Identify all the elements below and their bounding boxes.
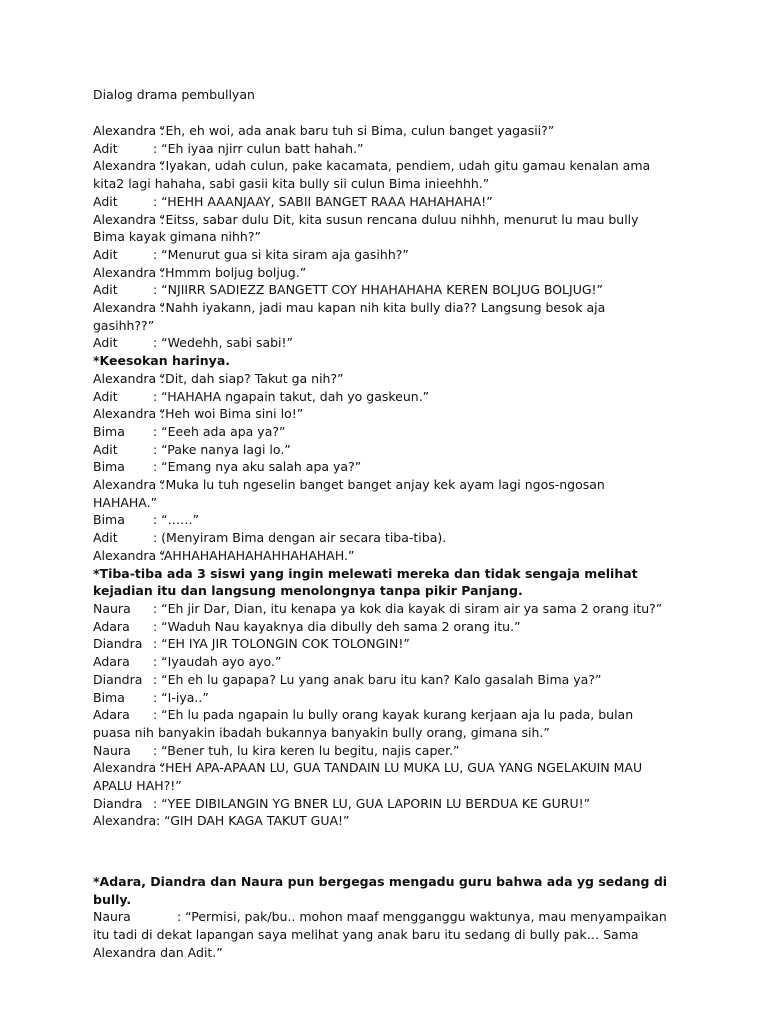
dialogue-text: “Dit, dah siap? Takut ga nih?” [159, 370, 344, 386]
speaker-name: Alexandra : [93, 370, 165, 386]
speaker-name: Adit [93, 335, 118, 351]
dialogue-line [93, 140, 668, 158]
stage-direction [93, 565, 668, 600]
speaker-name: Diandra [93, 671, 143, 687]
stage-direction-text: *Adara, Diandra dan Naura pun bergegas mengadu guru bahwa ada yg sedang di bully. [93, 874, 668, 907]
speaker-name: Adara [93, 618, 130, 634]
speaker-name: Alexandra : [93, 264, 165, 280]
dialogue-line [93, 281, 668, 299]
dialogue-line [93, 157, 668, 192]
speaker-name: Adit [93, 530, 118, 546]
dialogue-text: : “Eeeh ada apa ya?” [153, 423, 286, 439]
dialogue-line [93, 671, 668, 689]
dialogue-line [93, 423, 668, 441]
dialogue-text: : (Menyiram Bima dengan air secara tiba-tiba). [153, 530, 447, 546]
stage-direction [93, 873, 668, 908]
dialogue-text: : “Waduh Nau kayaknya dia dibully deh sama 2 orang itu.” [153, 618, 521, 634]
dialogue-line [93, 812, 668, 830]
speaker-name: Alexandra : [93, 760, 165, 776]
dialogue-line [93, 759, 668, 794]
dialogue-line [93, 370, 668, 388]
dialogue-line [93, 635, 668, 653]
dialogue-text: : “EH IYA JIR TOLONGIN COK TOLONGIN!” [153, 636, 410, 652]
dialogue-text: : “Iyaudah ayo ayo.” [153, 654, 282, 670]
dialogue-text: : “……” [153, 512, 200, 528]
dialogue-text: : “YEE DIBILANGIN YG BNER LU, GUA LAPORIN LU BERDUA KE GURU!” [153, 795, 591, 811]
dialogue-text: “Hmmm boljug boljug.” [159, 264, 307, 280]
dialogue-line [93, 246, 668, 264]
dialogue-line [93, 618, 668, 636]
dialogue-line [93, 653, 668, 671]
dialogue-text: : “Eh iyaa njirr culun batt hahah.” [153, 140, 364, 156]
speaker-name: Alexandra : [93, 158, 165, 174]
speaker-name: Alexandra : [93, 547, 165, 563]
speaker-name: Adit [93, 441, 118, 457]
dialogue-line [93, 211, 668, 246]
dialogue-text: “Eitss, sabar dulu Dit, kita susun rencana duluu nihhh, menurut lu mau bully Bima kayak gimana nihh?” [93, 211, 639, 245]
speaker-name: Naura [93, 600, 131, 616]
dialogue-text: “Eh, eh woi, ada anak baru tuh si Bima, culun banget yagasii?” [159, 123, 555, 138]
dialogue-text: : “GIH DAH KAGA TAKUT GUA!” [156, 813, 350, 829]
speaker-name: Adit [93, 282, 118, 298]
dialogue-text: : “NJIIRR SADIEZZ BANGETT COY HHAHAHAHA KEREN BOLJUG BOLJUG!” [153, 282, 604, 298]
speaker-name: Bima [93, 459, 125, 475]
dialogue-line [93, 706, 668, 741]
dialogue-line [93, 458, 668, 476]
speaker-name: Adit [93, 193, 118, 209]
speaker-name: Adit [93, 246, 118, 262]
dialogue-text: : “I-iya..” [153, 689, 209, 705]
dialogue-line [93, 388, 668, 406]
dialogue-line [93, 689, 668, 707]
dialogue-line [93, 299, 668, 334]
dialogue-text: “Nahh iyakann, jadi mau kapan nih kita bully dia?? Langsung besok aja gasihh??” [93, 300, 606, 333]
dialogue-text: “Muka lu tuh ngeselin banget banget anjay kek ayam lagi ngos-ngosan HAHAHA.” [93, 477, 605, 510]
dialogue-text: “HEH APA-APAAN LU, GUA TANDAIN LU MUKA LU, GUA YANG NGELAKUIN MAU APALU HAH?!” [93, 760, 643, 794]
dialogue-line [93, 742, 668, 760]
dialogue-line [93, 908, 668, 961]
stage-direction-text: *Tiba-tiba ada 3 siswi yang ingin melewati mereka dan tidak sengaja melihat kejadian itu dan langsung menolongnya tanpa pikir Panjang. [93, 565, 638, 599]
speaker-name: Alexandra : [93, 477, 165, 493]
dialogue-text: “Heh woi Bima sini lo!” [159, 406, 304, 422]
dialogue-text: : “Bener tuh, lu kira keren lu begitu, najis caper.” [153, 742, 460, 758]
dialogue-line [93, 264, 668, 282]
stage-direction-text: *Keesokan harinya. [93, 353, 230, 369]
speaker-name: Adara [93, 707, 130, 723]
dialogue-text: “Iyakan, udah culun, pake kacamata, pendiem, udah gitu gamau kenalan ama kita2 lagi hahaha, sabi gasii kita bully sii culun Bima inieehhh.” [93, 158, 651, 192]
speaker-name: Adit [93, 388, 118, 404]
speaker-name: Alexandra : [93, 300, 165, 316]
dialogue-line [93, 122, 668, 140]
dialogue-line [93, 193, 668, 211]
document-title: Dialog drama pembullyan [93, 87, 255, 102]
speaker-name: Bima [93, 512, 125, 528]
speaker-name: Diandra [93, 636, 143, 652]
dialogue-text: : “HEHH AAANJAAY, SABII BANGET RAAA HAHAHAHA!” [153, 193, 493, 209]
speaker-name: Diandra [93, 795, 143, 811]
speaker-name: Alexandra : [93, 123, 165, 138]
dialogue-line [93, 795, 668, 813]
dialogue-text: : “Pake nanya lagi lo.” [153, 441, 291, 457]
dialogue-text: : “Eh jir Dar, Dian, itu kenapa ya kok dia kayak di siram air ya sama 2 orang itu?” [153, 600, 663, 616]
dialogue-line [93, 476, 668, 511]
speaker-name: Alexandra : [93, 211, 165, 227]
speaker-name: Bima [93, 423, 125, 439]
speaker-name: Alexandra [93, 813, 157, 829]
speaker-name: Alexandra : [93, 406, 165, 422]
speaker-name: Naura [93, 742, 131, 758]
dialogue-text: “AHHAHAHAHAHAHHAHAHAH.” [159, 547, 355, 563]
dialogue-line [93, 529, 668, 547]
speaker-name: Bima [93, 689, 125, 705]
dialogue-line [93, 405, 668, 423]
dialogue-text: : “Menurut gua si kita siram aja gasihh?” [153, 246, 409, 262]
dialogue-line [93, 511, 668, 529]
dialogue-line [93, 600, 668, 618]
dialogue-text: : “Eh lu pada ngapain lu bully orang kayak kurang kerjaan aja lu pada, bulan puasa nih banyakin ibadah bukannya banyakin bully orang, gimana sih.” [93, 707, 634, 740]
stage-direction [93, 352, 668, 370]
dialogue-block-1 [93, 122, 668, 830]
dialogue-text: : “HAHAHA ngapain takut, dah yo gaskeun.” [153, 388, 430, 404]
speaker-name: Adara [93, 654, 130, 670]
dialogue-line [93, 441, 668, 459]
speaker-name: Naura [93, 909, 131, 925]
dialogue-text: : “Emang nya aku salah apa ya?” [153, 459, 362, 475]
dialogue-text: : “Permisi, pak/bu.. mohon maaf mengganggu waktunya, mau menyampaikan itu tadi di dekat lapangan saya melihat yang anak baru itu sedang di bully pak… Sama Alexandra dan Adit.” [93, 909, 667, 960]
dialogue-block-2 [93, 873, 668, 962]
dialogue-line [93, 334, 668, 352]
dialogue-text: : “Wedehh, sabi sabi!” [153, 335, 294, 351]
dialogue-text: : “Eh eh lu gapapa? Lu yang anak baru itu kan? Kalo gasalah Bima ya?” [153, 671, 602, 687]
dialogue-line [93, 547, 668, 565]
speaker-name: Adit [93, 140, 118, 156]
